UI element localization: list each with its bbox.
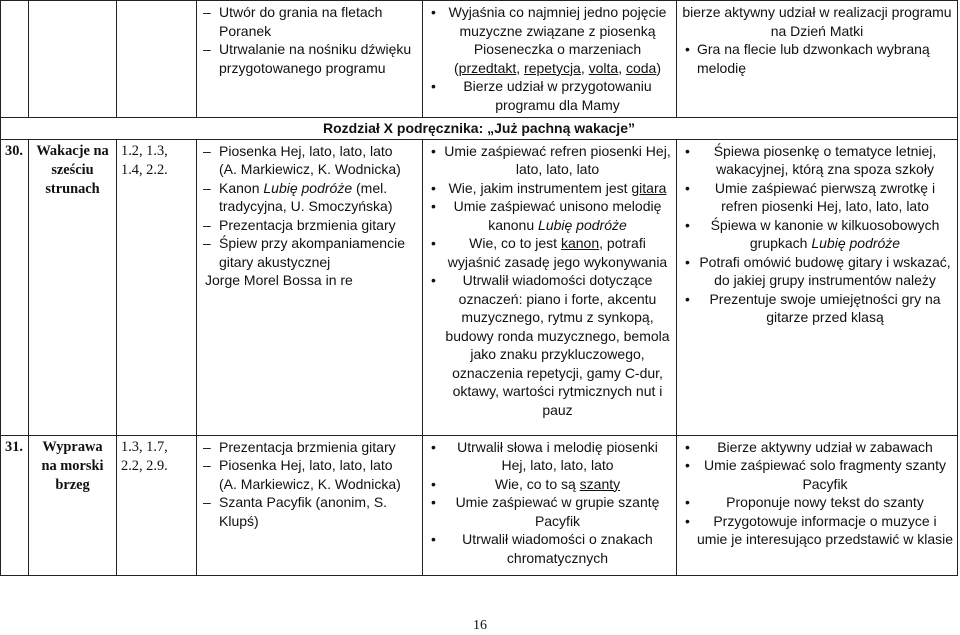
goal-item: • Bierze udział w przygotowaniu programu dla Mamy — [427, 77, 672, 114]
goal-text: Umie zaśpiewać unisono melodię kanonu — [453, 198, 662, 233]
material-line: – Utwór do grania na fletach — [205, 3, 418, 22]
achievement-item: • Umie zaśpiewać pierwszą zwrotkę i refren piosenki Hej, lato, lato, lato — [681, 179, 953, 216]
title-lubie-podroze: Lubię podróże — [811, 235, 901, 251]
cell-topic-empty — [29, 1, 117, 118]
material-line: (A. Markiewicz, K. Wodnicka) — [219, 161, 401, 177]
material-line: – Prezentacja brzmienia gitary — [205, 438, 418, 457]
punct: , — [580, 59, 589, 76]
term-volta: volta — [588, 59, 619, 76]
term-szanty: szanty — [579, 475, 621, 492]
curriculum-codes: 1.3, 1.7, 2.2, 2.9. — [117, 435, 197, 575]
goal-item — [427, 3, 672, 77]
lesson-number: 31. — [1, 435, 29, 575]
term-repetycja: repetycja — [524, 59, 581, 76]
achievement-item: • Umie zaśpiewać solo fragmenty szanty Pacyfik — [681, 456, 953, 493]
cell-materials — [197, 139, 423, 435]
goal-item — [427, 234, 672, 271]
goal-item — [427, 197, 672, 234]
goal-item: • Utrwalił wiadomości dotyczące oznaczeń: piano i forte, akcentu muzycznego, rytmu z synkopą, budowy ronda muzycznego, bemola jako znaku przykluczowego, oznaczenia repetycji, gamy C-dur, oktawy, wartości rytmicznych nut i pauz — [427, 271, 672, 419]
material-line: – Piosenka Hej, lato, lato, lato — [205, 142, 418, 161]
material-line: (A. Markiewicz, K. Wodnicka) — [219, 475, 401, 492]
cell-goals — [423, 435, 677, 575]
achievement-item — [681, 216, 953, 253]
material-line: – Prezentacja brzmienia gitary — [205, 216, 418, 235]
lesson-topic: Wyprawa na morski brzeg — [29, 435, 117, 575]
material-line: – Piosenka Hej, lato, lato, lato — [205, 456, 418, 475]
goal-item: • Utrwalił słowa i melodię piosenki Hej, lato, lato, lato — [427, 438, 672, 475]
punct: , — [516, 59, 521, 76]
achievement-item: • Śpiewa piosenkę o tematyce letniej, wakacyjnej, którą zna spoza szkoły — [681, 142, 953, 179]
achievement-line: bierze aktywny udział w realizacji programu na Dzień Matki — [682, 4, 952, 39]
lesson-number: 30. — [1, 139, 29, 435]
achievement-text: Śpiewa w kanonie w kilkuosobowych grupkach — [710, 216, 940, 251]
cell-achievements — [677, 139, 958, 435]
achievement-item: • Przygotowuje informacje o muzyce i umie je interesująco przedstawić w klasie — [681, 512, 953, 549]
achievement-item: • Potrafi omówić budowę gitary i wskazać, do jakiej grupy instrumentów należy — [681, 253, 953, 290]
cell-achievements — [677, 435, 958, 575]
material-line: gitary akustycznej — [219, 253, 331, 270]
goal-item: • Umie zaśpiewać w grupie szantę Pacyfik — [427, 493, 672, 530]
title-lubie-podroze: Lubię podróże — [538, 216, 627, 233]
punct: ) — [656, 59, 662, 76]
goal-item — [427, 179, 672, 198]
goal-item: • Umie zaśpiewać refren piosenki Hej, lato, lato, lato — [427, 142, 672, 179]
term-gitara: gitara — [631, 179, 667, 196]
chapter-heading-row — [1, 118, 958, 140]
material-text: Kanon — [219, 179, 264, 196]
material-line: Jorge Morel Bossa in re — [205, 272, 353, 288]
goal-item — [427, 475, 672, 494]
goal-text: Wie, jakim instrumentem jest — [448, 179, 632, 196]
achievement-item: • Proponuje nowy tekst do szanty — [681, 493, 953, 512]
cell-codes-empty — [117, 1, 197, 118]
achievement-item: • Gra na flecie lub dzwonkach wybraną melodię — [681, 40, 953, 77]
term-coda: coda — [625, 59, 657, 76]
goal-text: Wie, co to jest — [469, 235, 561, 251]
material-line: – Utrwalanie na nośniku dźwięku — [205, 40, 418, 59]
table-row-31 — [1, 435, 958, 575]
title-lubie-podroze: Lubię podróże — [263, 179, 353, 196]
cell-goals — [423, 1, 677, 118]
cell-achievements — [677, 1, 958, 118]
goal-text: Wie, co to są — [494, 475, 580, 492]
cell-materials — [197, 1, 423, 118]
goal-text: Pioseneczka o marzeniach ( — [453, 41, 642, 76]
material-line: – Szanta Pacyfik (anonim, S. Klupś) — [205, 493, 418, 530]
curriculum-codes: 1.2, 1.3, 1.4, 2.2. — [117, 139, 197, 435]
material-line: przygotowanego programu — [219, 59, 386, 76]
table-row-continuation — [1, 1, 958, 118]
term-kanon: kanon — [560, 235, 600, 251]
material-line — [205, 179, 418, 198]
cell-goals — [423, 139, 677, 435]
cell-materials — [197, 435, 423, 575]
material-line: – Śpiew przy akompaniamencie — [205, 234, 418, 253]
achievement-item: • Bierze aktywny udział w zabawach — [681, 438, 953, 457]
table-row-30 — [1, 139, 958, 435]
punct: , — [618, 59, 626, 76]
achievement-item: • Prezentuje swoje umiejętności gry na gitarze przed klasą — [681, 290, 953, 327]
material-line: Poranek — [219, 22, 272, 39]
goal-item: • Utrwalił wiadomości o znakach chromatycznych — [427, 530, 672, 567]
goal-text: , potrafi wyjaśnić zasadę jego wykonywania — [447, 235, 668, 270]
term-przedtakt: przedtakt — [458, 59, 517, 76]
chapter-heading: Rozdział X podręcznika: „Już pachną wakacje” — [1, 118, 958, 140]
lesson-topic: Wakacje na sześciu strunach — [29, 139, 117, 435]
goal-text: Wyjaśnia co najmniej jedno pojęcie muzyczne związane z piosenką — [448, 4, 667, 39]
cell-number-empty — [1, 1, 29, 118]
material-text: (mel. — [352, 179, 388, 196]
page-number: 16 — [473, 618, 487, 633]
material-line: tradycyjna, U. Smoczyńska) — [219, 198, 393, 214]
